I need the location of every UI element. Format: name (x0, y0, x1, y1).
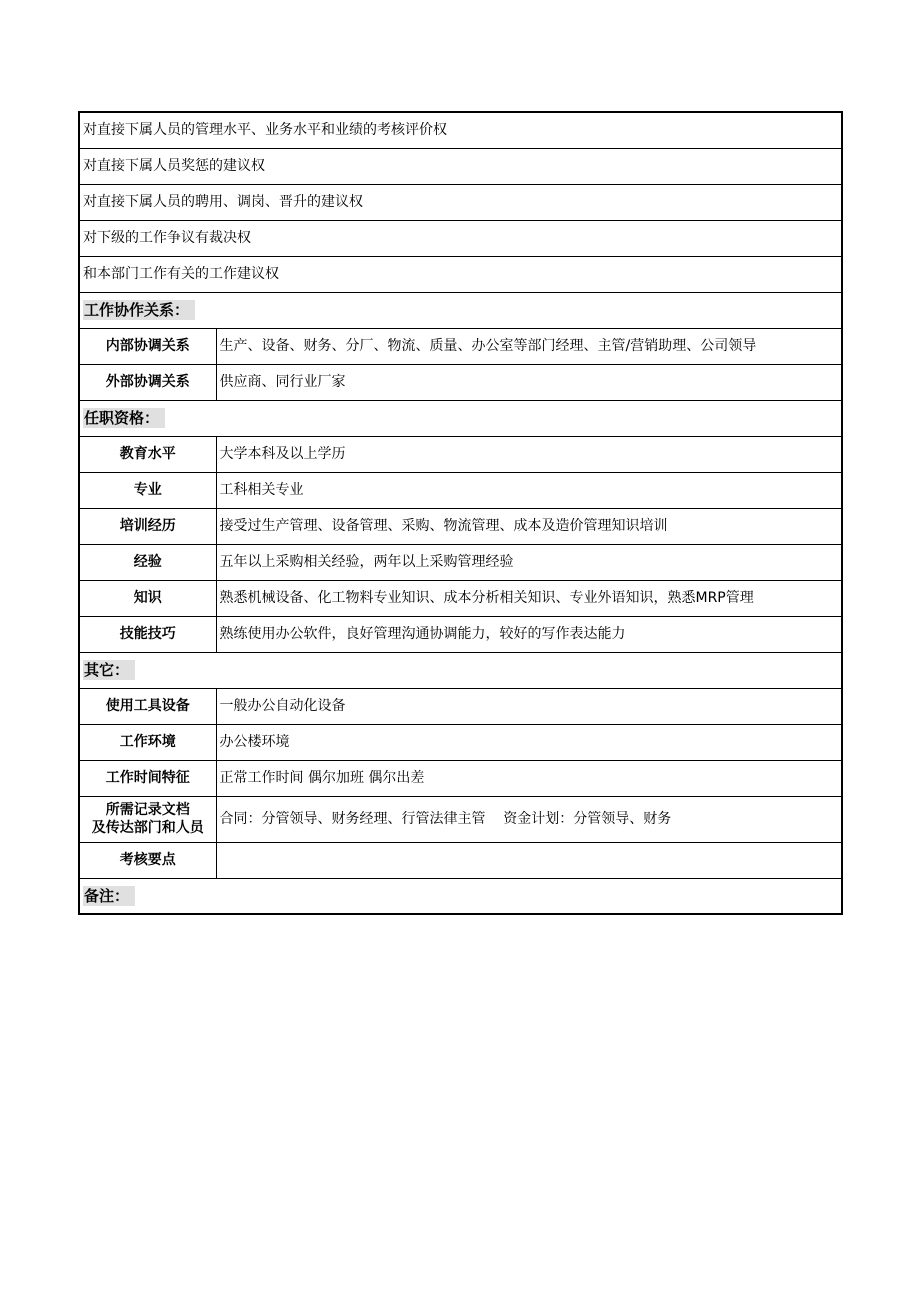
skills-value: 熟练使用办公软件，良好管理沟通协调能力，较好的写作表达能力 (216, 616, 842, 652)
major-label: 专业 (79, 472, 216, 508)
qualification-row-education (79, 436, 842, 472)
experience-value: 五年以上采购相关经验，两年以上采购管理经验 (216, 544, 842, 580)
qualifications-header: 任职资格： (83, 408, 165, 428)
authority-item: 和本部门工作有关的工作建议权 (79, 256, 842, 292)
authority-row (79, 256, 842, 292)
internal-coordination-value: 生产、设备、财务、分厂、物流、质量、办公室等部门经理、主管/营销助理、公司领导 (216, 328, 842, 364)
knowledge-value: 熟悉机械设备、化工物料专业知识、成本分析相关知识、专业外语知识，熟悉MRP管理 (216, 580, 842, 616)
internal-coordination-row (79, 328, 842, 364)
remarks-section (79, 878, 842, 914)
qualification-row-training (79, 508, 842, 544)
collaboration-section-row (79, 292, 842, 328)
qualifications-section (79, 400, 842, 436)
education-value: 大学本科及以上学历 (216, 436, 842, 472)
assessment-value (216, 842, 842, 878)
training-value: 接受过生产管理、设备管理、采购、物流管理、成本及造价管理知识培训 (216, 508, 842, 544)
environment-label: 工作环境 (79, 724, 216, 760)
authority-row (79, 220, 842, 256)
tools-row (79, 688, 842, 724)
collaboration-header: 工作协作关系： (83, 300, 195, 320)
skills-label: 技能技巧 (79, 616, 216, 652)
authority-row (79, 112, 842, 148)
authority-item: 对下级的工作争议有裁决权 (79, 220, 842, 256)
authority-item: 对直接下属人员奖惩的建议权 (79, 148, 842, 184)
external-coordination-value: 供应商、同行业厂家 (216, 364, 842, 400)
authority-item: 对直接下属人员的管理水平、业务水平和业绩的考核评价权 (79, 112, 842, 148)
other-section (79, 652, 842, 688)
environment-row (79, 724, 842, 760)
qualifications-section-row (79, 400, 842, 436)
records-label (79, 796, 216, 842)
remarks-header: 备注： (83, 886, 135, 906)
environment-value: 办公楼环境 (216, 724, 842, 760)
training-label: 培训经历 (79, 508, 216, 544)
authority-row (79, 148, 842, 184)
assessment-label: 考核要点 (79, 842, 216, 878)
external-coordination-row (79, 364, 842, 400)
work-time-row (79, 760, 842, 796)
records-label-line2: 及传达部门和人员 (91, 820, 204, 836)
internal-coordination-label: 内部协调关系 (79, 328, 216, 364)
records-label-line1: 所需记录文档 (105, 802, 190, 818)
records-row (79, 796, 842, 842)
work-time-label: 工作时间特征 (79, 760, 216, 796)
tools-value: 一般办公自动化设备 (216, 688, 842, 724)
remarks-section-row (79, 878, 842, 914)
knowledge-label: 知识 (79, 580, 216, 616)
other-section-row (79, 652, 842, 688)
major-value: 工科相关专业 (216, 472, 842, 508)
authority-item: 对直接下属人员的聘用、调岗、晋升的建议权 (79, 184, 842, 220)
external-coordination-label: 外部协调关系 (79, 364, 216, 400)
qualification-row-major (79, 472, 842, 508)
collaboration-section (79, 292, 842, 328)
tools-label: 使用工具设备 (79, 688, 216, 724)
work-time-value: 正常工作时间 偶尔加班 偶尔出差 (216, 760, 842, 796)
records-value: 合同：分管领导、财务经理、行管法律主管 资金计划：分管领导、财务 (216, 796, 842, 842)
authority-row (79, 184, 842, 220)
assessment-row (79, 842, 842, 878)
qualification-row-knowledge (79, 580, 842, 616)
education-label: 教育水平 (79, 436, 216, 472)
job-description-table (78, 111, 843, 915)
qualification-row-skills (79, 616, 842, 652)
qualification-row-experience (79, 544, 842, 580)
other-header: 其它： (83, 660, 135, 680)
experience-label: 经验 (79, 544, 216, 580)
